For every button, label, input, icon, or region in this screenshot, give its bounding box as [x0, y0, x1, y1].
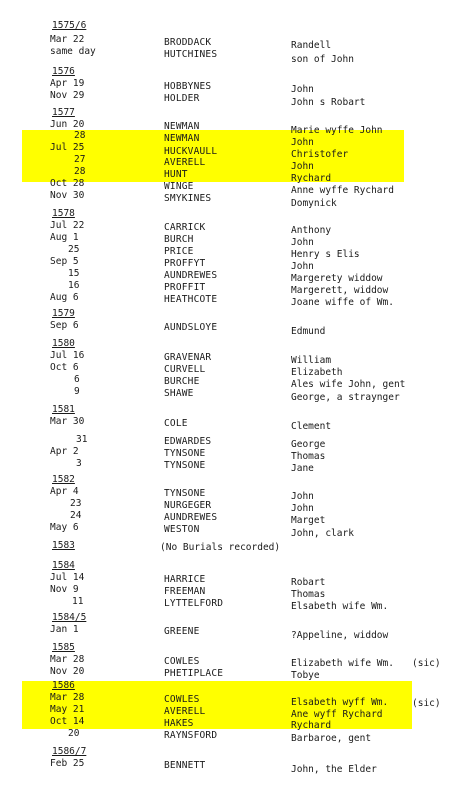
- entry-date: 31: [76, 434, 88, 445]
- entry-surname: PROFFIT: [164, 282, 206, 293]
- entry-given-name: Anne wyffe Rychard: [291, 185, 394, 196]
- entry-surname: HEATHCOTE: [164, 294, 218, 305]
- entry-given-name: John s Robart: [291, 97, 366, 108]
- entry-date: Oct 6: [50, 362, 79, 373]
- entry-given-name: son of John: [291, 54, 354, 65]
- year-heading: 1580: [52, 338, 75, 349]
- entry-given-name: Edmund: [291, 326, 326, 337]
- entry-date: Sep 5: [50, 256, 79, 267]
- entry-given-name: John: [291, 503, 314, 514]
- entry-given-name: Elizabeth: [291, 367, 343, 378]
- entry-surname: RAYNSFORD: [164, 730, 218, 741]
- entry-surname: NURGEGER: [164, 500, 212, 511]
- entry-date: 20: [68, 728, 80, 739]
- entry-date: 11: [72, 596, 84, 607]
- entry-given-name: Margerety widdow: [291, 273, 383, 284]
- entry-date: Aug 1: [50, 232, 79, 243]
- entry-given-name: George: [291, 439, 326, 450]
- entry-given-name: Barbaroe, gent: [291, 733, 372, 744]
- entry-date: Apr 19: [50, 78, 85, 89]
- entry-date: Jul 25: [50, 142, 85, 153]
- year-heading: 1584/5: [52, 612, 87, 623]
- entry-given-name: Clement: [291, 421, 332, 432]
- entry-surname: COWLES: [164, 694, 200, 705]
- entry-date: Mar 28: [50, 692, 85, 703]
- entry-given-name: John, the Elder: [291, 764, 377, 775]
- year-heading: 1583: [52, 540, 75, 551]
- entry-surname: BRODDACK: [164, 37, 212, 48]
- entry-surname: TYNSONE: [164, 488, 206, 499]
- entry-date: 23: [70, 498, 82, 509]
- entry-date: Aug 6: [50, 292, 79, 303]
- entry-surname: PROFFYT: [164, 258, 206, 269]
- year-heading: 1578: [52, 208, 75, 219]
- entry-given-name: John: [291, 161, 314, 172]
- entry-surname: HARRICE: [164, 574, 206, 585]
- entry-date: Mar 28: [50, 654, 85, 665]
- entry-given-name: Ane wyff Rychard: [291, 709, 383, 720]
- entry-surname: SHAWE: [164, 388, 194, 399]
- entry-date: Feb 25: [50, 758, 85, 769]
- entry-given-name: Ales wife John, gent: [291, 379, 406, 390]
- entry-given-name: Jane: [291, 463, 314, 474]
- entry-surname: WINGE: [164, 181, 194, 192]
- entry-date: Jul 14: [50, 572, 85, 583]
- entry-date: Apr 2: [50, 446, 79, 457]
- entry-date: 25: [68, 244, 80, 255]
- entry-given-name: John: [291, 137, 314, 148]
- entry-given-name: Joane wiffe of Wm.: [291, 297, 394, 308]
- entry-surname: AVERELL: [164, 157, 206, 168]
- entry-surname: BENNETT: [164, 760, 206, 771]
- entry-date: Nov 30: [50, 190, 85, 201]
- entry-surname: EDWARDES: [164, 436, 212, 447]
- entry-surname: TYNSONE: [164, 460, 206, 471]
- entry-surname: CURVELL: [164, 364, 206, 375]
- entry-date: Oct 14: [50, 716, 85, 727]
- entry-given-name: Thomas: [291, 589, 326, 600]
- entry-date: 24: [70, 510, 82, 521]
- entry-date: same day: [50, 46, 96, 57]
- entry-given-name: Elizabeth wife Wm.: [291, 658, 394, 669]
- entry-given-name: Randell: [291, 40, 332, 51]
- year-heading: 1586/7: [52, 746, 87, 757]
- entry-given-name: Christofer: [291, 149, 349, 160]
- entry-given-name: Thomas: [291, 451, 326, 462]
- entry-date: Nov 20: [50, 666, 85, 677]
- entry-date: 27: [74, 154, 86, 165]
- entry-date: Nov 29: [50, 90, 85, 101]
- entry-date: Nov 9: [50, 584, 79, 595]
- entry-given-name: Margerett, widdow: [291, 285, 389, 296]
- entry-surname: FREEMAN: [164, 586, 206, 597]
- entry-date: 28: [74, 166, 86, 177]
- entry-surname: GRAVENAR: [164, 352, 212, 363]
- sic-note: (sic): [412, 658, 441, 669]
- entry-date: May 21: [50, 704, 85, 715]
- year-heading: 1586: [52, 680, 75, 691]
- entry-surname: PHETIPLACE: [164, 668, 224, 679]
- year-heading: 1576: [52, 66, 75, 77]
- entry-surname: LYTTELFORD: [164, 598, 224, 609]
- entry-surname: GREENE: [164, 626, 200, 637]
- entry-date: 3: [76, 458, 82, 469]
- entry-given-name: William: [291, 355, 332, 366]
- entry-surname: SMYKINES: [164, 193, 212, 204]
- entry-date: Mar 30: [50, 416, 85, 427]
- entry-surname: HUTCHINES: [164, 49, 218, 60]
- entry-given-name: John: [291, 237, 314, 248]
- entry-surname: HAKES: [164, 718, 194, 729]
- entry-given-name: John: [291, 261, 314, 272]
- entry-date: Jul 16: [50, 350, 85, 361]
- year-heading: 1584: [52, 560, 75, 571]
- entry-given-name: Tobye: [291, 670, 320, 681]
- entry-surname: AVERELL: [164, 706, 206, 717]
- entry-surname: AUNDREWES: [164, 270, 218, 281]
- entry-given-name: Robart: [291, 577, 326, 588]
- year-heading: 1577: [52, 107, 75, 118]
- entry-given-name: Domynick: [291, 198, 337, 209]
- entry-date: Apr 4: [50, 486, 79, 497]
- entry-given-name: John: [291, 491, 314, 502]
- entry-date: 16: [68, 280, 80, 291]
- entry-date: 28: [74, 130, 86, 141]
- entry-surname: PRICE: [164, 246, 194, 257]
- entry-date: Jul 22: [50, 220, 85, 231]
- entry-given-name: George, a straynger: [291, 392, 400, 403]
- entry-given-name: Marget: [291, 515, 326, 526]
- entry-surname: COLE: [164, 418, 188, 429]
- entry-surname: NEWMAN: [164, 133, 200, 144]
- entry-given-name: John: [291, 84, 314, 95]
- entry-date: 15: [68, 268, 80, 279]
- entry-surname: TYNSONE: [164, 448, 206, 459]
- entry-date: Sep 6: [50, 320, 79, 331]
- entry-surname: WESTON: [164, 524, 200, 535]
- entry-surname: HUNT: [164, 169, 188, 180]
- entry-date: Mar 22: [50, 34, 85, 45]
- entry-given-name: Rychard: [291, 173, 332, 184]
- entry-surname: AUNDREWES: [164, 512, 218, 523]
- entry-surname: BURCHE: [164, 376, 200, 387]
- entry-given-name: Henry s Elis: [291, 249, 360, 260]
- entry-surname: AUNDSLOYE: [164, 322, 218, 333]
- entry-given-name: Elsabeth wife Wm.: [291, 601, 389, 612]
- entry-date: 9: [74, 386, 80, 397]
- entry-date: Jan 1: [50, 624, 79, 635]
- year-heading: 1579: [52, 308, 75, 319]
- entry-surname: HUCKVAULL: [164, 146, 218, 157]
- year-heading: 1575/6: [52, 20, 87, 31]
- entry-date: 6: [74, 374, 80, 385]
- entry-date: Oct 28: [50, 178, 85, 189]
- entry-surname: COWLES: [164, 656, 200, 667]
- entry-date: Jun 20: [50, 119, 85, 130]
- entry-given-name: Anthony: [291, 225, 332, 236]
- entry-given-name: Marie wyffe John: [291, 125, 383, 136]
- no-burials-note: (No Burials recorded): [160, 542, 281, 553]
- entry-surname: HOBBYNES: [164, 81, 212, 92]
- entry-given-name: Elsabeth wyff Wm.: [291, 697, 389, 708]
- sic-note: (sic): [412, 698, 441, 709]
- entry-date: May 6: [50, 522, 79, 533]
- entry-given-name: Rychard: [291, 720, 332, 731]
- entry-surname: BURCH: [164, 234, 194, 245]
- entry-surname: CARRICK: [164, 222, 206, 233]
- entry-given-name: ?Appeline, widdow: [291, 630, 389, 641]
- entry-given-name: John, clark: [291, 528, 354, 539]
- year-heading: 1582: [52, 474, 75, 485]
- entry-surname: HOLDER: [164, 93, 200, 104]
- entry-surname: NEWMAN: [164, 121, 200, 132]
- year-heading: 1581: [52, 404, 75, 415]
- year-heading: 1585: [52, 642, 75, 653]
